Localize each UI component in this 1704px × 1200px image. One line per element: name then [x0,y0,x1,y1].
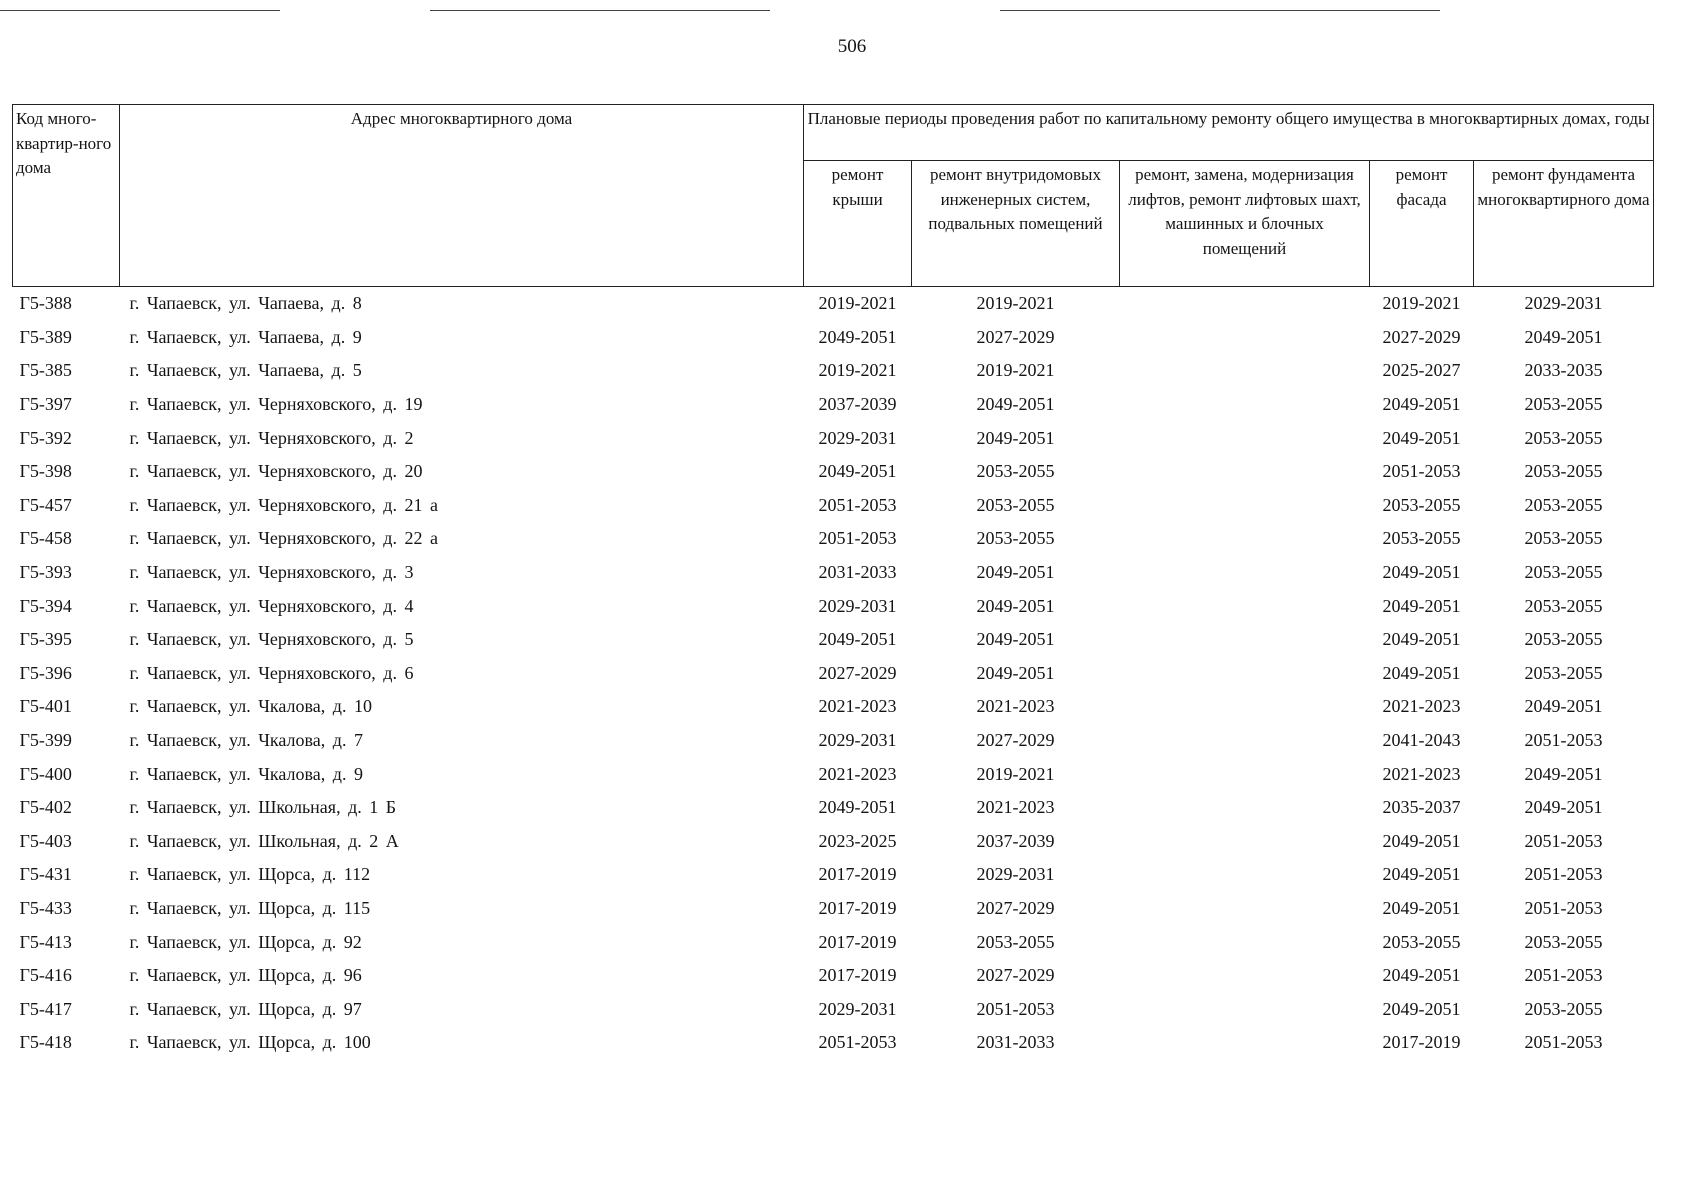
engineering-period-cell: 2021-2023 [976,797,1055,818]
table-row [13,421,1654,455]
foundation-period-cell: 2049-2051 [1524,797,1603,818]
address-cell: г. Чапаевск, ул. Черняховского, д. 20 [129,461,423,482]
elevators-period-cell [1120,825,1370,859]
engineering-period-cell: 2031-2033 [976,1032,1055,1053]
engineering-period-cell: 2029-2031 [976,864,1055,885]
code-cell: Г5-457 [19,494,72,515]
roof-period-cell: 2017-2019 [818,897,897,918]
engineering-period-cell: 2049-2051 [976,595,1055,616]
table-row [13,892,1654,926]
table-row [13,455,1654,489]
facade-period-cell: 2053-2055 [1382,494,1461,515]
address-cell: г. Чапаевск, ул. Щорса, д. 100 [129,1032,371,1053]
facade-period-cell: 2053-2055 [1382,528,1461,549]
elevators-period-cell [1120,556,1370,590]
code-cell: Г5-399 [19,730,72,751]
elevators-period-cell [1120,287,1370,321]
roof-period-cell: 2017-2019 [818,931,897,952]
header-elevators: ремонт, замена, модернизация лифтов, ремонт лифтовых шахт, машинных и блочных помещений [1120,161,1370,287]
header-code: Код много-квартир-ного дома [13,105,120,287]
address-cell: г. Чапаевск, ул. Черняховского, д. 4 [129,595,414,616]
code-cell: Г5-392 [19,427,72,448]
table-row [13,321,1654,355]
facade-period-cell: 2027-2029 [1382,326,1461,347]
facade-period-cell: 2049-2051 [1382,662,1461,683]
elevators-period-cell [1120,757,1370,791]
foundation-period-cell: 2053-2055 [1524,494,1603,515]
table-row [13,925,1654,959]
code-cell: Г5-397 [19,394,72,415]
scan-edge-line [0,10,280,11]
code-cell: Г5-416 [19,965,72,986]
address-cell: г. Чапаевск, ул. Школьная, д. 2 А [129,830,399,851]
roof-period-cell: 2023-2025 [818,830,897,851]
facade-period-cell: 2049-2051 [1382,595,1461,616]
engineering-period-cell: 2019-2021 [976,360,1055,381]
address-cell: г. Чапаевск, ул. Черняховского, д. 3 [129,562,414,583]
header-roof: ремонт крыши [804,161,912,287]
table-row [13,690,1654,724]
address-cell: г. Чапаевск, ул. Чапаева, д. 5 [129,360,362,381]
facade-period-cell: 2049-2051 [1382,965,1461,986]
foundation-period-cell: 2049-2051 [1524,763,1603,784]
elevators-period-cell [1120,690,1370,724]
code-cell: Г5-431 [19,864,72,885]
roof-period-cell: 2021-2023 [818,763,897,784]
facade-period-cell: 2035-2037 [1382,797,1461,818]
elevators-period-cell [1120,724,1370,758]
foundation-period-cell: 2049-2051 [1524,326,1603,347]
table-row [13,623,1654,657]
foundation-period-cell: 2051-2053 [1524,830,1603,851]
engineering-period-cell: 2019-2021 [976,293,1055,314]
facade-period-cell: 2021-2023 [1382,696,1461,717]
code-cell: Г5-389 [19,326,72,347]
facade-period-cell: 2049-2051 [1382,998,1461,1019]
roof-period-cell: 2027-2029 [818,662,897,683]
elevators-period-cell [1120,522,1370,556]
table-row [13,724,1654,758]
roof-period-cell: 2031-2033 [818,562,897,583]
table-row [13,791,1654,825]
repair-schedule-table [12,104,1654,1060]
code-cell: Г5-394 [19,595,72,616]
address-cell: г. Чапаевск, ул. Черняховского, д. 19 [129,394,423,415]
address-cell: г. Чапаевск, ул. Черняховского, д. 5 [129,629,414,650]
address-cell: г. Чапаевск, ул. Чапаева, д. 9 [129,326,362,347]
elevators-period-cell [1120,421,1370,455]
engineering-period-cell: 2051-2053 [976,998,1055,1019]
address-cell: г. Чапаевск, ул. Черняховского, д. 2 [129,427,414,448]
foundation-period-cell: 2049-2051 [1524,696,1603,717]
scan-edge-line [430,10,770,11]
facade-period-cell: 2049-2051 [1382,897,1461,918]
engineering-period-cell: 2019-2021 [976,763,1055,784]
header-engineering: ремонт внутридомовых инженерных систем, подвальных помещений [912,161,1120,287]
roof-period-cell: 2029-2031 [818,730,897,751]
foundation-period-cell: 2053-2055 [1524,629,1603,650]
engineering-period-cell: 2053-2055 [976,461,1055,482]
code-cell: Г5-417 [19,998,72,1019]
code-cell: Г5-433 [19,897,72,918]
header-planned-periods: Плановые периоды проведения работ по капитальному ремонту общего имущества в многоквартирных домах, годы [804,105,1654,161]
code-cell: Г5-403 [19,830,72,851]
elevators-period-cell [1120,791,1370,825]
foundation-period-cell: 2053-2055 [1524,528,1603,549]
elevators-period-cell [1120,858,1370,892]
elevators-period-cell [1120,959,1370,993]
elevators-period-cell [1120,925,1370,959]
roof-period-cell: 2029-2031 [818,998,897,1019]
engineering-period-cell: 2037-2039 [976,830,1055,851]
facade-period-cell: 2049-2051 [1382,830,1461,851]
roof-period-cell: 2051-2053 [818,528,897,549]
roof-period-cell: 2049-2051 [818,629,897,650]
roof-period-cell: 2051-2053 [818,1032,897,1053]
address-cell: г. Чапаевск, ул. Чкалова, д. 9 [129,763,363,784]
table-row [13,556,1654,590]
roof-period-cell: 2051-2053 [818,494,897,515]
foundation-period-cell: 2051-2053 [1524,864,1603,885]
code-cell: Г5-401 [19,696,72,717]
address-cell: г. Чапаевск, ул. Щорса, д. 112 [129,864,371,885]
facade-period-cell: 2017-2019 [1382,1032,1461,1053]
engineering-period-cell: 2049-2051 [976,562,1055,583]
address-cell: г. Чапаевск, ул. Школьная, д. 1 Б [129,797,397,818]
foundation-period-cell: 2053-2055 [1524,461,1603,482]
engineering-period-cell: 2049-2051 [976,629,1055,650]
code-cell: Г5-395 [19,629,72,650]
facade-period-cell: 2053-2055 [1382,931,1461,952]
table-body [13,287,1654,1060]
foundation-period-cell: 2033-2035 [1524,360,1603,381]
code-cell: Г5-458 [19,528,72,549]
address-cell: г. Чапаевск, ул. Черняховского, д. 22 а [129,528,438,549]
engineering-period-cell: 2053-2055 [976,931,1055,952]
code-cell: Г5-388 [19,293,72,314]
table-row [13,858,1654,892]
roof-period-cell: 2049-2051 [818,797,897,818]
roof-period-cell: 2037-2039 [818,394,897,415]
table-row [13,657,1654,691]
scan-edge-line [1000,10,1440,11]
address-cell: г. Чапаевск, ул. Чкалова, д. 10 [129,696,372,717]
facade-period-cell: 2049-2051 [1382,562,1461,583]
elevators-period-cell [1120,455,1370,489]
roof-period-cell: 2019-2021 [818,293,897,314]
address-cell: г. Чапаевск, ул. Щорса, д. 97 [129,998,362,1019]
elevators-period-cell [1120,992,1370,1026]
code-cell: Г5-402 [19,797,72,818]
roof-period-cell: 2021-2023 [818,696,897,717]
address-cell: г. Чапаевск, ул. Чкалова, д. 7 [129,730,363,751]
foundation-period-cell: 2051-2053 [1524,730,1603,751]
table-row [13,589,1654,623]
engineering-period-cell: 2053-2055 [976,494,1055,515]
facade-period-cell: 2051-2053 [1382,461,1461,482]
table-row [13,287,1654,321]
roof-period-cell: 2017-2019 [818,864,897,885]
roof-period-cell: 2017-2019 [818,965,897,986]
header-facade: ремонт фасада [1370,161,1474,287]
table-row [13,757,1654,791]
foundation-period-cell: 2053-2055 [1524,931,1603,952]
engineering-period-cell: 2049-2051 [976,394,1055,415]
table-row [13,959,1654,993]
elevators-period-cell [1120,489,1370,523]
address-cell: г. Чапаевск, ул. Щорса, д. 96 [129,965,362,986]
address-cell: г. Чапаевск, ул. Чапаева, д. 8 [129,293,362,314]
address-cell: г. Чапаевск, ул. Черняховского, д. 6 [129,662,414,683]
engineering-period-cell: 2027-2029 [976,730,1055,751]
table-row [13,388,1654,422]
foundation-period-cell: 2051-2053 [1524,965,1603,986]
foundation-period-cell: 2053-2055 [1524,394,1603,415]
facade-period-cell: 2041-2043 [1382,730,1461,751]
table-row [13,825,1654,859]
engineering-period-cell: 2027-2029 [976,897,1055,918]
table-row [13,489,1654,523]
code-cell: Г5-398 [19,461,72,482]
foundation-period-cell: 2053-2055 [1524,998,1603,1019]
table-row [13,1026,1654,1060]
code-cell: Г5-396 [19,662,72,683]
table-row [13,522,1654,556]
foundation-period-cell: 2053-2055 [1524,427,1603,448]
foundation-period-cell: 2051-2053 [1524,1032,1603,1053]
header-foundation: ремонт фундамента многоквартирного дома [1474,161,1654,287]
elevators-period-cell [1120,892,1370,926]
engineering-period-cell: 2049-2051 [976,662,1055,683]
facade-period-cell: 2025-2027 [1382,360,1461,381]
table-row [13,354,1654,388]
code-cell: Г5-393 [19,562,72,583]
elevators-period-cell [1120,657,1370,691]
elevators-period-cell [1120,589,1370,623]
code-cell: Г5-418 [19,1032,72,1053]
engineering-period-cell: 2021-2023 [976,696,1055,717]
foundation-period-cell: 2053-2055 [1524,662,1603,683]
facade-period-cell: 2049-2051 [1382,629,1461,650]
roof-period-cell: 2049-2051 [818,461,897,482]
roof-period-cell: 2029-2031 [818,427,897,448]
facade-period-cell: 2019-2021 [1382,293,1461,314]
table-row [13,992,1654,1026]
address-cell: г. Чапаевск, ул. Щорса, д. 92 [129,931,362,952]
roof-period-cell: 2019-2021 [818,360,897,381]
facade-period-cell: 2021-2023 [1382,763,1461,784]
engineering-period-cell: 2053-2055 [976,528,1055,549]
roof-period-cell: 2049-2051 [818,326,897,347]
code-cell: Г5-400 [19,763,72,784]
elevators-period-cell [1120,1026,1370,1060]
roof-period-cell: 2029-2031 [818,595,897,616]
engineering-period-cell: 2027-2029 [976,965,1055,986]
elevators-period-cell [1120,388,1370,422]
elevators-period-cell [1120,623,1370,657]
foundation-period-cell: 2053-2055 [1524,595,1603,616]
foundation-period-cell: 2051-2053 [1524,897,1603,918]
facade-period-cell: 2049-2051 [1382,394,1461,415]
address-cell: г. Чапаевск, ул. Щорса, д. 115 [129,897,371,918]
page-number: 506 [837,36,867,57]
engineering-period-cell: 2049-2051 [976,427,1055,448]
elevators-period-cell [1120,354,1370,388]
facade-period-cell: 2049-2051 [1382,427,1461,448]
engineering-period-cell: 2027-2029 [976,326,1055,347]
facade-period-cell: 2049-2051 [1382,864,1461,885]
header-address: Адрес многоквартирного дома [120,105,804,287]
code-cell: Г5-385 [19,360,72,381]
foundation-period-cell: 2029-2031 [1524,293,1603,314]
elevators-period-cell [1120,321,1370,355]
code-cell: Г5-413 [19,931,72,952]
foundation-period-cell: 2053-2055 [1524,562,1603,583]
address-cell: г. Чапаевск, ул. Черняховского, д. 21 а [129,494,438,515]
